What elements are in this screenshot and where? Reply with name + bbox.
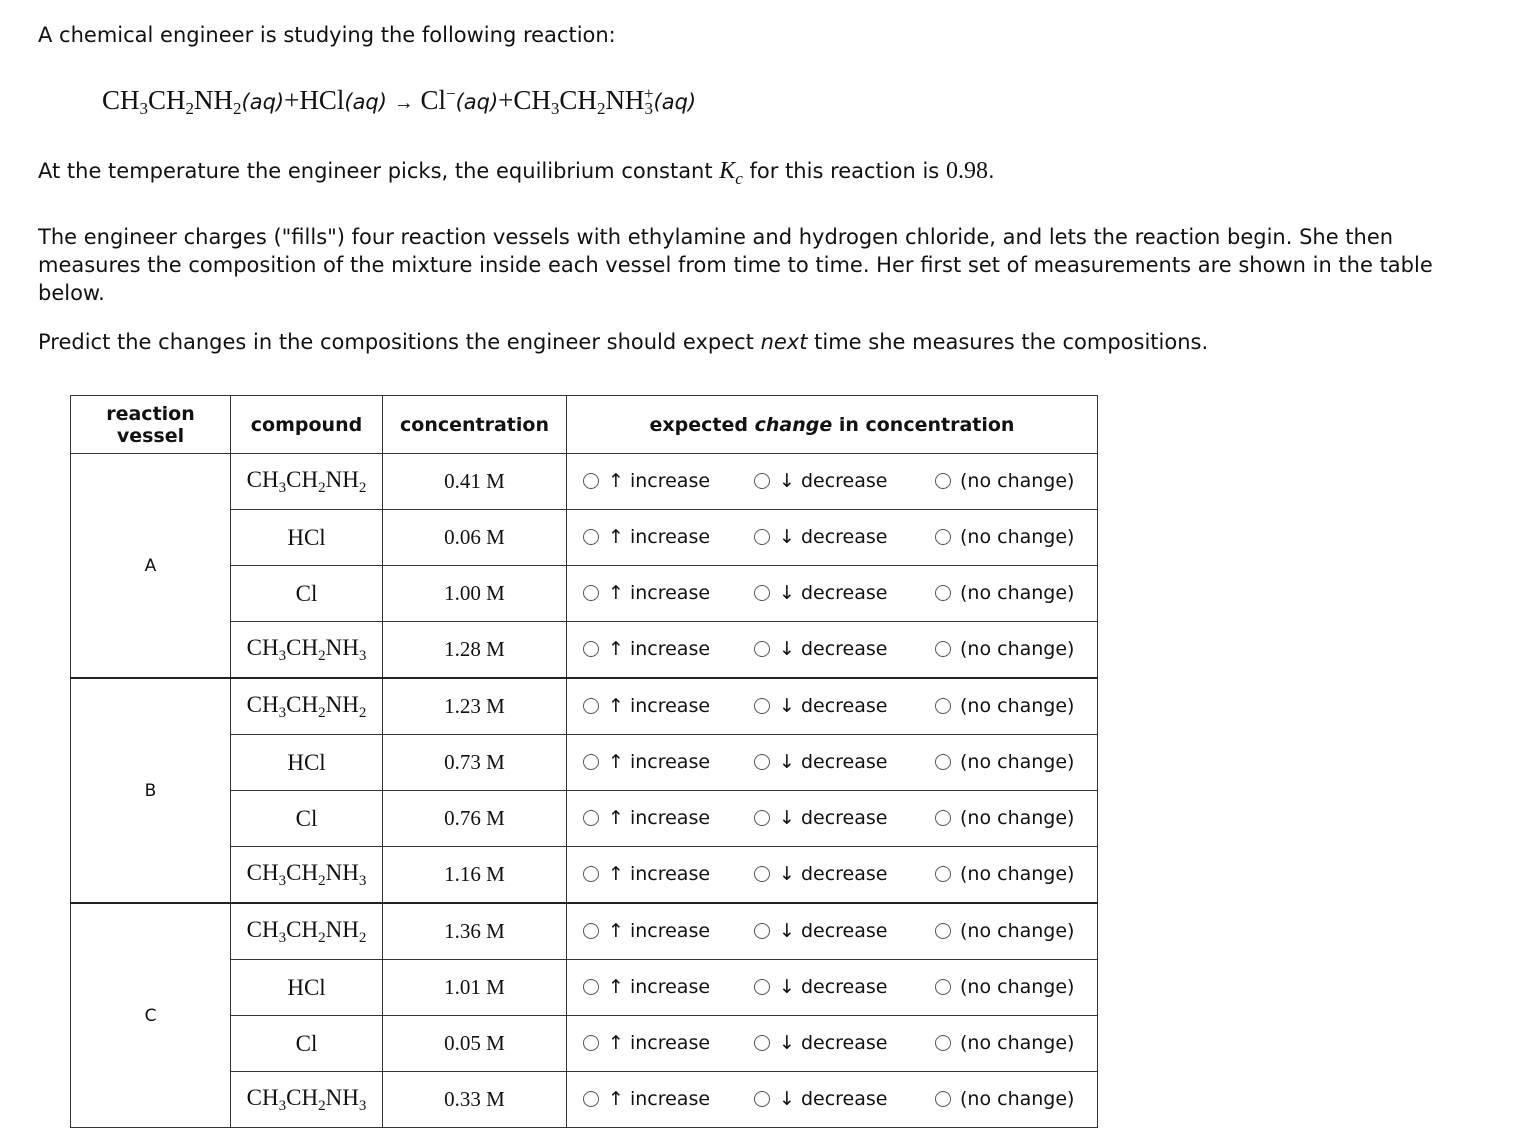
radio-button[interactable]: [583, 1091, 599, 1107]
option-increase[interactable]: [583, 1088, 710, 1110]
radio-button[interactable]: [935, 473, 951, 489]
option-increase[interactable]: [583, 582, 710, 604]
option-increase[interactable]: [583, 638, 710, 660]
option-nochange[interactable]: [935, 638, 1074, 660]
option-label: ↓ decrease: [779, 751, 888, 773]
table-row: [71, 678, 1098, 735]
concentration-value: 1.36 M: [383, 903, 567, 960]
change-options: [567, 847, 1098, 904]
change-options: [567, 510, 1098, 566]
kc-sentence: At the temperature the engineer picks, the equilibrium constant $K_c$ for this reaction is 0.98.: [38, 158, 995, 188]
option-decrease[interactable]: [754, 1088, 887, 1110]
radio-button[interactable]: [583, 866, 599, 882]
option-label: (no change): [960, 582, 1075, 604]
table-body: [71, 454, 1098, 1128]
option-decrease[interactable]: [754, 920, 887, 942]
compound-hcl: HCl: [231, 960, 383, 1016]
vessel-label: A: [71, 454, 231, 679]
table-row: [71, 903, 1098, 960]
radio-button[interactable]: [583, 923, 599, 939]
compound-ethylammonium: $CH_3CH_2NH_3$: [231, 1072, 383, 1128]
concentration-value: 0.41 M: [383, 454, 567, 510]
kc-symbol: $K_c$: [719, 158, 743, 188]
option-nochange[interactable]: [935, 470, 1074, 492]
intro-text: A chemical engineer is studying the following reaction:: [38, 23, 616, 47]
radio-button[interactable]: [754, 866, 770, 882]
reactant-hcl: HCl: [299, 85, 345, 115]
concentration-value: 1.00 M: [383, 566, 567, 622]
option-label: ↑ increase: [608, 695, 711, 717]
change-options: [567, 1072, 1098, 1128]
option-increase[interactable]: [583, 526, 710, 548]
option-decrease[interactable]: [754, 638, 887, 660]
option-label: ↑ increase: [608, 582, 711, 604]
compound-chloride: Cl: [231, 1016, 383, 1072]
change-options: [567, 454, 1098, 510]
reactant-ethylamine: $CH_3CH_2NH_2$: [102, 85, 242, 118]
radio-button[interactable]: [754, 585, 770, 601]
concentration-value: 1.28 M: [383, 622, 567, 679]
vessel-label: B: [71, 678, 231, 903]
change-options: [567, 622, 1098, 679]
option-increase[interactable]: [583, 1032, 710, 1054]
option-decrease[interactable]: [754, 582, 887, 604]
option-decrease[interactable]: [754, 1032, 887, 1054]
option-label: (no change): [960, 638, 1075, 660]
radio-button[interactable]: [754, 1035, 770, 1051]
compound-ethylamine: $CH_3CH_2NH_2$: [231, 678, 383, 735]
vessel-label: C: [71, 903, 231, 1128]
option-label: ↑ increase: [608, 807, 711, 829]
option-label: (no change): [960, 1032, 1075, 1054]
radio-button[interactable]: [583, 810, 599, 826]
option-nochange[interactable]: [935, 807, 1074, 829]
option-nochange[interactable]: [935, 582, 1074, 604]
radio-button[interactable]: [935, 1091, 951, 1107]
option-label: ↑ increase: [608, 1032, 711, 1054]
change-options: [567, 960, 1098, 1016]
radio-button[interactable]: [754, 698, 770, 714]
compound-ethylamine: $CH_3CH_2NH_2$: [231, 454, 383, 510]
compound-hcl: HCl: [231, 510, 383, 566]
option-label: (no change): [960, 1088, 1075, 1110]
option-label: ↓ decrease: [779, 1032, 888, 1054]
radio-button[interactable]: [583, 641, 599, 657]
radio-button[interactable]: [935, 585, 951, 601]
header-concentration: concentration: [383, 396, 567, 454]
concentration-value: 0.06 M: [383, 510, 567, 566]
option-label: (no change): [960, 526, 1075, 548]
concentration-value: 0.33 M: [383, 1072, 567, 1128]
reaction-arrow: →: [393, 92, 414, 114]
option-label: (no change): [960, 807, 1075, 829]
concentration-value: 1.23 M: [383, 678, 567, 735]
option-label: ↑ increase: [608, 751, 711, 773]
change-options: [567, 1016, 1098, 1072]
option-label: ↑ increase: [608, 638, 711, 660]
radio-button[interactable]: [583, 754, 599, 770]
radio-button[interactable]: [935, 698, 951, 714]
option-nochange[interactable]: [935, 1032, 1074, 1054]
concentration-value: 0.05 M: [383, 1016, 567, 1072]
header-expected-change: expected change in concentration: [567, 396, 1098, 454]
radio-button[interactable]: [935, 979, 951, 995]
option-increase[interactable]: [583, 470, 710, 492]
option-label: ↑ increase: [608, 1088, 711, 1110]
product-ethylammonium: $CH_3CH_2NH_3^+$: [513, 84, 654, 118]
header-reaction-vessel: reaction vessel: [71, 396, 231, 454]
option-nochange[interactable]: [935, 526, 1074, 548]
option-label: (no change): [960, 751, 1075, 773]
radio-button[interactable]: [935, 754, 951, 770]
option-label: ↑ increase: [608, 863, 711, 885]
option-label: ↓ decrease: [779, 582, 888, 604]
option-increase[interactable]: [583, 976, 710, 998]
option-decrease[interactable]: [754, 807, 887, 829]
option-label: (no change): [960, 695, 1075, 717]
radio-button[interactable]: [754, 473, 770, 489]
concentration-value: 1.16 M: [383, 847, 567, 904]
option-decrease[interactable]: [754, 751, 887, 773]
change-options: [567, 678, 1098, 735]
radio-button[interactable]: [583, 585, 599, 601]
option-label: ↑ increase: [608, 526, 711, 548]
option-nochange[interactable]: [935, 976, 1074, 998]
compound-ethylamine: $CH_3CH_2NH_2$: [231, 903, 383, 960]
option-nochange[interactable]: [935, 751, 1074, 773]
option-increase[interactable]: [583, 920, 710, 942]
change-options: [567, 791, 1098, 847]
option-decrease[interactable]: [754, 526, 887, 548]
option-increase[interactable]: [583, 863, 710, 885]
compound-chloride: Cl: [231, 566, 383, 622]
product-chloride: Cl−: [420, 84, 456, 115]
option-decrease[interactable]: [754, 695, 887, 717]
option-label: ↑ increase: [608, 470, 711, 492]
change-options: [567, 735, 1098, 791]
radio-button[interactable]: [583, 698, 599, 714]
option-label: ↑ increase: [608, 976, 711, 998]
option-label: ↓ decrease: [779, 863, 888, 885]
concentration-value: 1.01 M: [383, 960, 567, 1016]
radio-button[interactable]: [583, 473, 599, 489]
radio-button[interactable]: [754, 529, 770, 545]
compound-ethylammonium: $CH_3CH_2NH_3$: [231, 622, 383, 679]
compound-hcl: HCl: [231, 735, 383, 791]
option-nochange[interactable]: [935, 695, 1074, 717]
option-label: ↓ decrease: [779, 920, 888, 942]
radio-button[interactable]: [935, 641, 951, 657]
radio-button[interactable]: [754, 979, 770, 995]
option-decrease[interactable]: [754, 863, 887, 885]
option-label: ↓ decrease: [779, 976, 888, 998]
table-row: [71, 454, 1098, 510]
radio-button[interactable]: [754, 754, 770, 770]
composition-table: [70, 395, 1098, 1128]
option-label: ↑ increase: [608, 920, 711, 942]
option-increase[interactable]: [583, 807, 710, 829]
option-label: (no change): [960, 863, 1075, 885]
radio-button[interactable]: [935, 866, 951, 882]
option-decrease[interactable]: [754, 976, 887, 998]
change-options: [567, 903, 1098, 960]
radio-button[interactable]: [583, 1035, 599, 1051]
compound-ethylammonium: $CH_3CH_2NH_3$: [231, 847, 383, 904]
radio-button[interactable]: [935, 923, 951, 939]
option-nochange[interactable]: [935, 1088, 1074, 1110]
reaction-equation: $CH_3CH_2NH_2(aq)+HCl(aq) \to Cl^-(aq)+CH_3CH_2NH_3^+(aq)$: [102, 84, 697, 118]
option-label: ↓ decrease: [779, 526, 888, 548]
concentration-value: 0.73 M: [383, 735, 567, 791]
concentration-value: 0.76 M: [383, 791, 567, 847]
option-increase[interactable]: [583, 751, 710, 773]
option-increase[interactable]: [583, 695, 710, 717]
header-compound: compound: [231, 396, 383, 454]
radio-button[interactable]: [583, 979, 599, 995]
option-nochange[interactable]: [935, 863, 1074, 885]
option-decrease[interactable]: [754, 470, 887, 492]
radio-button[interactable]: [754, 810, 770, 826]
compound-chloride: Cl: [231, 791, 383, 847]
radio-button[interactable]: [754, 641, 770, 657]
predict-instruction: Predict the changes in the compositions the engineer should expect next time she measures the compositions.: [38, 330, 1209, 354]
radio-button[interactable]: [935, 810, 951, 826]
change-options: [567, 566, 1098, 622]
option-label: (no change): [960, 976, 1075, 998]
kc-value: 0.98: [945, 158, 988, 184]
option-label: (no change): [960, 920, 1075, 942]
option-label: ↓ decrease: [779, 1088, 888, 1110]
radio-button[interactable]: [935, 1035, 951, 1051]
option-label: ↓ decrease: [779, 638, 888, 660]
option-nochange[interactable]: [935, 920, 1074, 942]
option-label: ↓ decrease: [779, 695, 888, 717]
radio-button[interactable]: [754, 923, 770, 939]
option-label: (no change): [960, 470, 1075, 492]
radio-button[interactable]: [754, 1091, 770, 1107]
option-label: ↓ decrease: [779, 470, 888, 492]
setup-paragraph: The engineer charges ("fills") four reaction vessels with ethylamine and hydrogen chloride, and lets the reaction begin. She then measures the composition of the mixture inside each vessel from time to time. Her first set of measurements are shown in the table below.: [38, 225, 1433, 305]
option-label: ↓ decrease: [779, 807, 888, 829]
radio-button[interactable]: [583, 529, 599, 545]
radio-button[interactable]: [935, 529, 951, 545]
